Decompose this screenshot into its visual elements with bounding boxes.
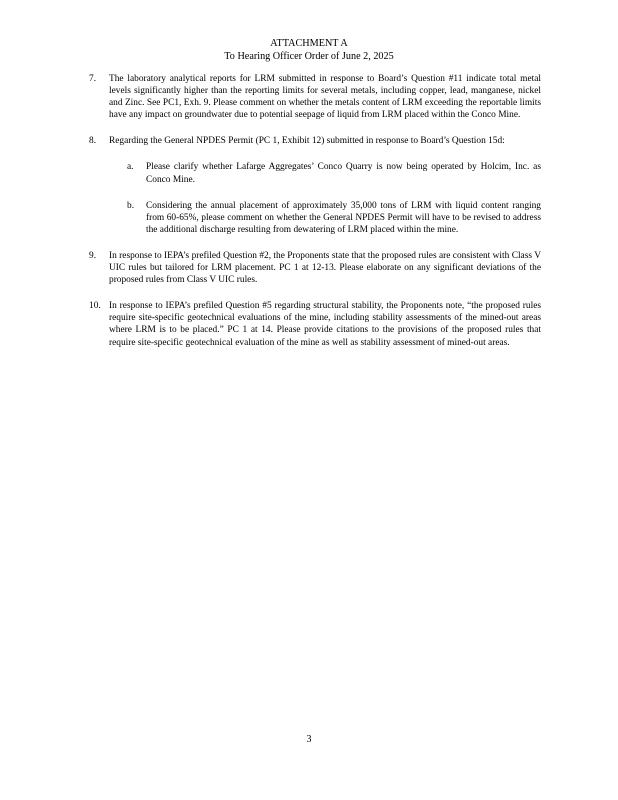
question-number: 9. — [89, 250, 97, 261]
sub-question-text: Please clarify whether Lafarge Aggregates’ Conco Quarry is now being operated by Holcim, Inc. as Conco Mine. — [146, 162, 541, 185]
sub-question-letter: a. — [127, 162, 134, 173]
question-item-9 — [86, 250, 541, 286]
question-number: 8. — [89, 136, 97, 147]
question-text: The laboratory analytical reports for LRM submitted in response to Board’s Question #11 indicate total metal levels significantly higher than the reporting limits for several metals, including copper, lead, manganese, nickel and Zinc. See PC1, Exh. 9. Please comment on whether the metals content of LRM exceeding the reportable limits have any impact on groundwater due to potential seepage of liquid from LRM placed within the Conco Mine. — [109, 74, 541, 121]
question-number: 10. — [89, 301, 101, 312]
question-item-10 — [86, 300, 541, 348]
question-list — [86, 73, 541, 363]
attachment-title: ATTACHMENT A — [270, 38, 348, 49]
question-item-7 — [86, 73, 541, 121]
attachment-subtitle: To Hearing Officer Order of June 2, 2025 — [224, 50, 394, 62]
question-text: In response to IEPA’s prefiled Question #2, the Proponents state that the proposed rules are consistent with Class V UIC rules but tailored for LRM placement. PC 1 at 12-13. Please elaborate on any significant deviations of the proposed rules from Class V UIC rules. — [109, 250, 541, 286]
sub-question-a — [109, 161, 541, 185]
sub-question-letter: b. — [127, 200, 135, 211]
sub-question-b — [109, 200, 541, 236]
question-item-8 — [86, 135, 541, 236]
question-text: In response to IEPA’s prefiled Question #5 regarding structural stability, the Proponents note, “the proposed rules require site-specific geotechnical evaluations of the mine, including stability assessments of the mined-out areas where LRM is to be placed.” PC 1 at 14. Please provide citations to the provisions of the proposed rules that require site-specific geotechnical evaluation of the mine as well as stability assessment of mined-out areas. — [109, 301, 541, 348]
page-header — [0, 38, 618, 63]
page-number: 3 — [306, 734, 312, 745]
question-text: Regarding the General NPDES Permit (PC 1, Exhibit 12) submitted in response to Board’s Question 15d: — [109, 136, 505, 147]
question-number: 7. — [89, 74, 97, 84]
sub-question-text: Considering the annual placement of approximately 35,000 tons of LRM with liquid content ranging from 60-65%, please comment on whether the General NPDES Permit will have to be revised to address the additional discharge resulting from dewatering of LRM placed within the mine. — [146, 200, 541, 235]
